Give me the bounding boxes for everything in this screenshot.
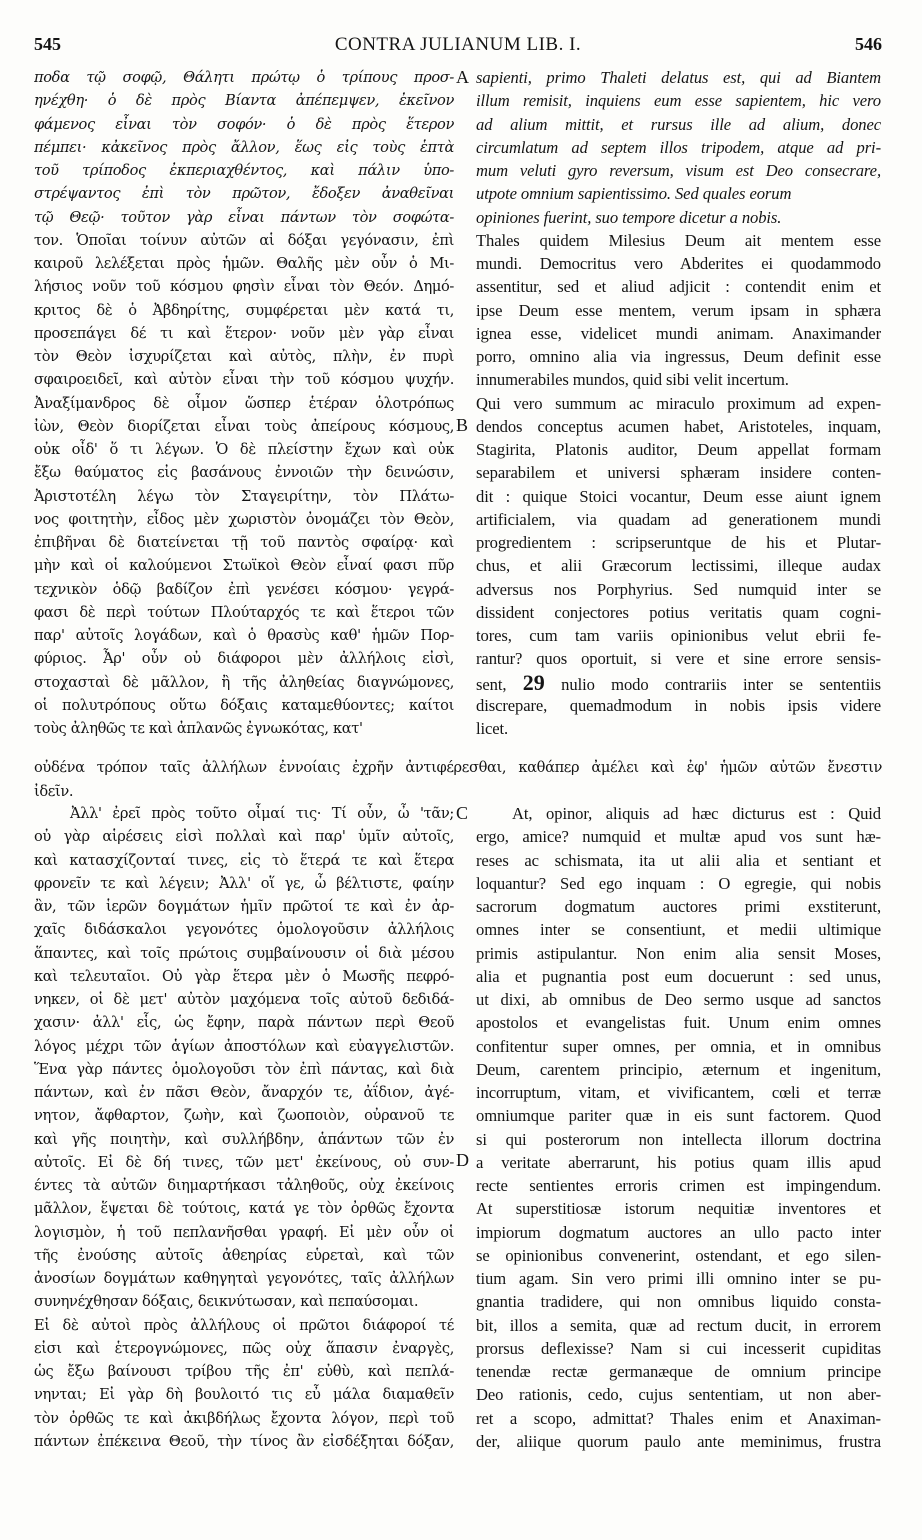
text-line: si qui posterorum non intellecta illorum doctrina — [476, 1129, 881, 1149]
greek-column-lower — [34, 802, 454, 1453]
text-line: λήσιος νοῦν τοῦ κόσμου φησὶν εἶναι τὸν Θεόν. Δημό- — [34, 278, 454, 296]
margin-marker-a: A — [456, 67, 469, 87]
text-line: ergo, amice? numquid et multæ apud vos sunt hæ- — [476, 827, 881, 847]
text-fragment: sent, — [476, 674, 507, 694]
text-line: separabilem et universi sphæram insidere conten- — [476, 463, 881, 483]
text-line: opiniones fuerint, suo tempore dicetur a nobis. — [476, 207, 782, 227]
text-line: bit, illos a semita, quæ ad rectum ducit, in errorem — [476, 1315, 881, 1335]
text-line: a veritate aberrarunt, his potius quam illis apud — [476, 1152, 881, 1172]
text-line: dissident conjectores potius veritatis quam cogni- — [476, 602, 881, 622]
text-line: νηκεν, οἱ δὲ μετ' αὐτὸν μαχόμενα τοῖς αὐτοῦ δεδιδά- — [34, 991, 454, 1008]
text-line: ἰδεῖν. — [34, 783, 74, 800]
text-line: σφαιροειδεῖ, καὶ αὐτὸν εἶναι τὴν τοῦ κόσμου ψυχήν. — [34, 371, 454, 389]
text-line: Qui vero summum ac miraculo proximum ad expen- — [476, 393, 881, 413]
text-line: sacrorum dogmatum auctores primi exstiterunt, — [476, 897, 881, 916]
section-number: 29 — [522, 669, 545, 695]
text-line: incorruptum, vitam, et vivificantem, cœli et terræ — [476, 1083, 881, 1102]
text-line: ἔξω θαύματος εἰς βασάνους ἐννοιῶν τὴν δεινώσιν, — [34, 464, 454, 482]
page-number-left: 545 — [34, 34, 61, 54]
text-line: μᾶλλον, ἕψεται δὲ τούτοις, κατά γε τὸν ὀρθῶς ἔχοντα — [34, 1200, 454, 1218]
text-line: τοὺς ἀληθῶς τε καὶ ἀπλανῶς ἐγνωκότας, κατ' — [34, 720, 363, 737]
text-line: prorsus deflexisse? Nam si cui incesserit cupiditas — [476, 1338, 881, 1358]
latin-column-upper — [476, 66, 881, 740]
text-line: circumlatum ad septem illos tripodem, atque ad pri- — [476, 137, 881, 157]
text-line: chus, et alii Græcorum lectissimi, illeque audax — [476, 556, 881, 576]
text-line: τῷ Θεῷ· τοῦτον γὰρ εἶναι πάντων τὸν σοφώτα- — [34, 208, 454, 226]
text-line: λόγος μέχρι τῶν ἁγίων ἀποστόλων καὶ εὐαγγελιστῶν. — [34, 1037, 454, 1055]
greek-full-width-lines — [34, 756, 882, 804]
text-fragment: nulio modo contrariis inter se sententiis — [561, 674, 881, 694]
text-line: artificialem, via quadam ad generationem mundi — [476, 509, 881, 529]
text-line: Deum, carentem principio, æternum et ingenitum, — [476, 1059, 881, 1079]
text-line: συνηνέχθησαν δόξαις, δεικνύτωσαν, καὶ πεπαύσομαι. — [34, 1293, 419, 1311]
margin-marker-d: D — [456, 1150, 469, 1170]
text-line: Εἰ δὲ αὐτοὶ πρὸς ἀλλήλους οἱ πρῶτοι διάφοροί τέ — [34, 1316, 454, 1334]
text-line: καιροῦ λελέξεται πρὸς ἡμῶν. Θαλῆς μὲν οὖν ὁ Μι- — [34, 255, 454, 272]
text-line: κριτος δὲ ὁ Ἀβδηρίτης, συμφέρεται μὲν κατά τι, — [34, 301, 454, 319]
text-line: χασιν· ἀλλ' εἷς, ὡς ἔφην, παρὰ πάντων περὶ Θεοῦ — [34, 1014, 454, 1032]
text-line: τὸν ὀρθῶς τε καὶ ἀκιβδήλως ἔχοντα λόγον, περὶ τοῦ — [34, 1409, 454, 1427]
text-line: οὐ γὰρ αἱρέσεις εἰσὶ πολλαὶ καὶ παρ' ὑμῖν αὐτοῖς, — [34, 828, 454, 846]
page-number-right: 546 — [855, 34, 882, 54]
text-line: der, aliique quorum paulo ante meminimus, frustra — [476, 1431, 881, 1451]
text-line: mum veluti gyro reversum, visum est Deo consecrare, — [476, 161, 881, 180]
text-line: adversus nos Porphyrius. Sed numquid inter se — [476, 579, 881, 599]
text-line: alia et pugnantia post eum docuerunt : sed unus, — [476, 966, 881, 986]
margin-marker-b: B — [456, 415, 469, 435]
text-line: καὶ γῆς ποιητὴν, καὶ συλλήβδην, ἁπάντων τῶν ἐν — [34, 1130, 454, 1148]
text-line: φρονεῖν τε καὶ λέγειν; Ἀλλ' οἵ γε, ὦ βέλτιστε, φαίην — [34, 874, 454, 892]
text-line: παρ' αὐτοῖς λογάδων, καὶ ὁ θρασὺς καθ' ἡμῶν Πορ- — [34, 627, 454, 644]
text-line: ἀνοσίων δογμάτων καθηγηταὶ γεγονότες, ταῖς ἀλλήλων — [34, 1270, 454, 1287]
text-line: assentitur, sed et aliud adjicit : contendit enim et — [476, 277, 881, 297]
text-line: τον. Ὁποῖαι τοίνυν αὐτῶν αἱ δόξαι γεγόνασιν, ἐπὶ — [34, 231, 454, 249]
text-line: Deo rationis, cedo, cujus sententiam, ut non aber- — [476, 1385, 881, 1405]
text-line: ad alium mittit, et rursus ille ad alium, donec — [476, 114, 881, 134]
text-line: Ἀναξίμανδρος δὲ οἶμον ὥσπερ ἑτέραν ὁλοτρόπως — [34, 394, 454, 412]
running-title: CONTRA JULIANUM LIB. I. — [334, 34, 582, 55]
text-line: dendos conceptus acumen habet, Aristoteles, inquam, — [476, 416, 881, 436]
text-line: πάντων, καὶ ἐν πᾶσι Θεὸν, ἄναρχόν τε, ἀΐδιον, ἀγέ- — [34, 1084, 454, 1101]
text-line: ἐπιβῆναι δὲ διατείνεται τῇ τοῦ παντὸς σφαίρᾳ· καὶ — [34, 534, 454, 551]
text-line: οὐκ οἶδ' ὅ τι λέγων. Ὁ δὲ πλείστην ἔχων καὶ οὐκ — [34, 441, 454, 458]
margin-marker-c: C — [456, 803, 469, 823]
text-line: έντες τὰ αὐτῶν διημαρτήκασι τἀληθοῦς, οὐχ ἐκείνοις — [34, 1177, 454, 1194]
text-line: At superstitiosæ istorum nequitiæ inventores et — [476, 1199, 881, 1219]
text-line: προσεπάγει δέ τι καὶ ἕτερον· νοῦν μὲν γὰρ εἶναι — [34, 324, 454, 342]
text-line: νος φοιτητὴν, εἶδος μὲν χωριστὸν ὀνομάζει τὸν Θεὸν, — [34, 510, 454, 528]
page-header — [34, 34, 882, 60]
text-line: ut dixi, ab omnibus de Deo sermo usque ad sanctos — [476, 990, 881, 1009]
text-line: rantur? quos oportuit, si vere et sine errore sensis- — [476, 649, 881, 669]
text-line: porro, omnino alia via ingressus, Deum definit esse — [476, 347, 881, 366]
text-line: impiorum dogmatum auctores an ullo pacto inter — [476, 1222, 881, 1242]
text-line: Thales quidem Milesius Deum ait mentem esse — [476, 230, 881, 250]
latin-column-lower — [476, 802, 881, 1453]
text-line: πάντων ἐπέκεινα Θεοῦ, τὴν τίνος ἂν εἰσδέξηται δόξαν, — [34, 1432, 454, 1450]
text-line: primis astipulantur. Non enim alia sensit Moses, — [476, 943, 881, 963]
text-line: tores, cum tam variis opinionibus velut ebrii fe- — [476, 626, 881, 645]
text-line: ret a scopo, admittat? Thales enim et Anaximan- — [476, 1408, 881, 1428]
text-line: mundi. Democritus vero Abderites ei quodammodo — [476, 254, 881, 273]
text-line: se opinionibus convenerint, ostendant, et ego silen- — [476, 1245, 881, 1265]
text-line: λογισμὸν, ἡ τοῦ πεπλανῆσθαι γραφή. Εἰ μὲν οὖν οἱ — [34, 1223, 454, 1241]
text-line: sapienti, primo Thaleti delatus est, qui ad Biantem — [476, 68, 881, 87]
text-line: τὸν Θεὸν ἰσχυρίζεται καὶ αὐτὸς, πλὴν, ἐν πυρὶ — [34, 348, 454, 365]
text-line: ποδα τῷ σοφῷ, Θάλητι πρώτῳ ὁ τρίπους προσ- — [34, 69, 454, 86]
text-line: ηνέχθη· ὁ δὲ πρὸς Βίαντα ἀπέπεμψεν, ἐκεῖνον — [34, 92, 454, 110]
text-line: στοχασταὶ δὲ μᾶλλον, ἢ τῆς ἀληθείας διαγνώμονες, — [34, 673, 454, 691]
text-line: πέμπει· κἀκεῖνος πρὸς ἄλλον, ἕως εἰς τοὺς ἑπτὰ — [34, 138, 454, 156]
text-line: εἰσι καὶ ἑτερογνώμονες, πῶς οὐχ ἅπασιν ἐναργὲς, — [34, 1339, 454, 1357]
text-line: apostolos et evangelistas fuit. Unum enim omnes — [476, 1013, 881, 1033]
text-line: licet. — [476, 719, 509, 738]
text-line: ignea esse, videlicet mundi animam. Anaximander — [476, 323, 881, 343]
text-line: νηνται; Εἰ γὰρ δὴ βουλοιτό τις εὖ μάλα διαμαθεῖν — [34, 1386, 454, 1404]
text-line: tenendæ rectæ germanæque de omnium principe — [476, 1362, 881, 1381]
text-line: οὐδένα τρόπον ταῖς ἀλλήλων ἐννοίαις ἐχρῆν ἀντιφέρεσθαι, καθάπερ ἀμέλει καὶ ἐφ' ἡμῶν αὐτῶν ἔνεστιν — [34, 759, 882, 776]
text-line: progredientem : scripseruntque de his et Plutar- — [476, 533, 881, 552]
text-line: ἅπαντες, καὶ τοῖς πρώτοις συμβαίνουσιν οἱ διὰ μέσου — [34, 944, 454, 962]
text-line: καὶ κατασχίζονταί τινες, εἰς τὸ ἕτερά τε καὶ ἕτερα — [34, 851, 454, 869]
text-line: gnantia tradidere, qui non omnibus liquido consta- — [476, 1292, 881, 1312]
text-line: οἱ πολυτρόπους οὕτω δόξαις καταμεθύοντες; καίτοι — [34, 696, 454, 714]
greek-column-upper — [34, 66, 454, 740]
text-line: Ἀλλ' ἐρεῖ πρὸς τοῦτο οἶμαί τις· Τί οὖν, ὦ 'τᾶν; — [70, 805, 454, 822]
text-line: φάμενος εἶναι τὸν σοφόν· ὁ δὲ πρὸς ἕτερον — [34, 115, 454, 133]
text-line: ἰὼν, Θεὸν διορίζεται εἶναι τοὺς ἀπείρους κόσμους, — [34, 417, 454, 435]
text-line: τοῦ τρίποδος ἐκπεριαχθέντος, καὶ πάλιν ὑπο- — [34, 162, 454, 179]
text-line: καὶ τελευταῖοι. Οὐ γὰρ ἕτερα μὲν ὁ Μωσῆς πεφρό- — [34, 967, 454, 985]
text-line: discrepare, quemadmodum in nobis ipsis videre — [476, 695, 881, 715]
text-line: τῆς ἐνούσης αὐτοῖς ἀθεηρίας εὑρεταὶ, καὶ τῶν — [34, 1246, 454, 1264]
text-line: ὡς ἔξω βαίνουσι τρίβου τῆς ἐπ' εὐθὺ, καὶ πεπλά- — [34, 1363, 454, 1380]
text-line: dit : quique Stoici vocantur, Deum esse aiunt ignem — [476, 486, 881, 506]
text-line: χαῖς διδάσκαλοι γεγονότες ὁμολογοῦσιν ἀλλήλοις — [34, 921, 454, 939]
text-line: confitentur super omnes, per omnia, et in omnibus — [476, 1036, 881, 1056]
text-line: omniumque pariter quæ in eis sunt factorem. Quod — [476, 1106, 881, 1126]
text-line: utpote omnium sapientissimo. Sed quales eorum — [476, 184, 792, 204]
text-line: ἂν, τῶν ἱερῶν δογμάτων ἡμῖν πρῶτοί τε καὶ ἐν ἀρ- — [34, 898, 454, 915]
text-line: ipse Deum esse mentem, verum ipsam in sphæra — [476, 300, 881, 320]
text-line: φύριος. Ἆρ' οὖν οὐ διάφοροι μὲν ἀλλήλοις εἰσὶ, — [34, 650, 454, 668]
text-line: αὐτοῖς. Εἰ δὲ δή τινες, τῶν μετ' ἐκείνους, οὐ συν- — [34, 1153, 454, 1171]
text-line: Ἕνα γὰρ πάντες ὁμολογοῦσι τὸν ἐπὶ πάντας, καὶ διὰ — [34, 1060, 454, 1078]
text-line: loquantur? Sed ego inquam : O egregie, qui nobis — [476, 873, 881, 893]
text-line: Ἀριστοτέλη λέγω τὸν Σταγειρίτην, τὸν Πλάτω- — [34, 487, 454, 505]
text-line: innumerabiles mundos, quid sibi velit incertum. — [476, 370, 789, 390]
text-line: στρέψαντος ἐπὶ τὸν πρῶτον, ἔδοξεν ἀναθεῖναι — [34, 185, 454, 203]
text-line: reses ac schismata, ita ut alii alia et sentiant et — [476, 850, 881, 870]
text-line: τεχνικὸν ὁδῷ βαδίζον ἐπὶ γενέσει κόσμου· γεγρά- — [34, 580, 454, 598]
text-line: νητον, ἄφθαρτον, ζωὴν, καὶ ζωοποιὸν, οὐρανοῦ τε — [34, 1107, 454, 1125]
text-line: μὴν καὶ οἱ καλούμενοι Στωϊκοὶ Θεὸν εἶναί φασι πῦρ — [34, 557, 454, 575]
text-line: tium agam. Sin vero primi illi omnino inter se pu- — [476, 1269, 881, 1288]
text-line: omnes inter se consentiunt, et medii ultimique — [476, 920, 881, 940]
text-line-with-section-number — [476, 671, 881, 694]
text-line: recte sentientes erroris crimen est impingendum. — [476, 1176, 881, 1195]
text-line: illum remisit, inquiens eum esse sapientem, hic vero — [476, 91, 881, 111]
text-line: At, opinor, aliquis ad hæc dicturus est : Quid — [512, 804, 881, 823]
text-line: φασι δὲ περὶ τούτων Πλούταρχός τε καὶ ἕτεροι τῶν — [34, 603, 454, 621]
text-line: Stagirita, Platonis auditor, Deum appellat formam — [476, 440, 881, 459]
